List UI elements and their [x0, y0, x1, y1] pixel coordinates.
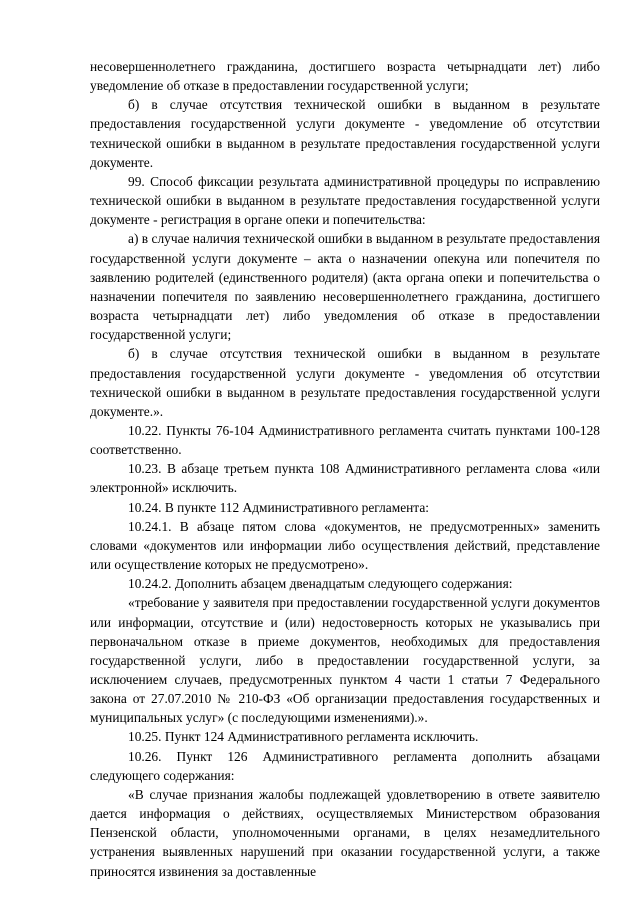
- paragraph-a-error-present: а) в случае наличия технической ошибки в выданном в результате предоставления государственной услуги документе – акта о назначении опекуна или попечителя по заявлению родителей (единственного родителя) (акта органа опеки и попечительства о назначении попечителя по заявлению несовершеннолетнего гражданина, достигшего возраста четырнадцати лет) либо уведомления об отказе в предоставлении государственной услуги;: [90, 231, 600, 343]
- paragraph-continuation: несовершеннолетнего гражданина, достигшего возраста четырнадцати лет) либо уведомление об отказе в предоставлении государственной услуги;: [90, 59, 600, 94]
- document-page: [90, 57, 600, 881]
- paragraph-quoted-complaint: «В случае признания жалобы подлежащей удовлетворению в ответе заявителю дается информация о действиях, осуществляемых Министерством образования Пензенской области, уполномоченными органами, в целях незамедлительного устранения выявленных нарушений при оказании государственной услуги, а также приносятся извинения за доставленные: [90, 786, 600, 879]
- paragraph-b-error-absent: б) в случае отсутствия технической ошибки в выданном в результате предоставления государственной услуги документе - уведомления об отсутствии технической ошибки в выданном в результате предоставления государственной услуги документе.».: [90, 346, 600, 419]
- paragraph-10-22: 10.22. Пункты 76-104 Административного регламента считать пунктами 100-128 соответственно.: [90, 422, 600, 458]
- paragraph-10-24: 10.24. В пункте 112 Административного регламента:: [128, 499, 429, 515]
- paragraph-10-23: 10.23. В абзаце третьем пункта 108 Административного регламента слова «или электронной» исключить.: [90, 461, 600, 496]
- paragraph-10-24-2: 10.24.2. Дополнить абзацем двенадцатым следующего содержания:: [128, 576, 513, 592]
- paragraph-item-99: 99. Способ фиксации результата административной процедуры по исправлению технической ошибки в выданном в результате предоставления государственной услуги документе - регистрация в органе опеки и попечительства:: [90, 173, 600, 228]
- paragraph-10-26: 10.26. Пункт 126 Административного регламента дополнить абзацами следующего содержания:: [90, 748, 600, 783]
- paragraph-10-25: 10.25. Пункт 124 Административного регламента исключить.: [128, 729, 479, 745]
- paragraph-b-refusal-notice: б) в случае отсутствия технической ошибки в выданном в результате предоставления государственной услуги документе - уведомление об отсутствии технической ошибки в выданном в результате предоставления государственной услуги документе.: [90, 97, 600, 170]
- paragraph-10-24-1: 10.24.1. В абзаце пятом слова «документов, не предусмотренных» заменить словами «документов или информации либо осуществления действий, представление или осуществление которых не предусмотрено».: [90, 518, 600, 573]
- paragraph-quoted-requirement: «требование у заявителя при предоставлении государственной услуги документов или информации, отсутствие и (или) недостоверность которых не указывались при первоначальном отказе в приеме документов, необходимых для предоставления государственной услуги, либо в предоставлении государственной услуги, за исключением случаев, предусмотренных пунктом 4 части 1 статьи 7 Федерального закона от 27.07.2010 № 210-ФЗ «Об организации предоставления государственных и муниципальных услуг» (с последующими изменениями).».: [90, 595, 600, 726]
